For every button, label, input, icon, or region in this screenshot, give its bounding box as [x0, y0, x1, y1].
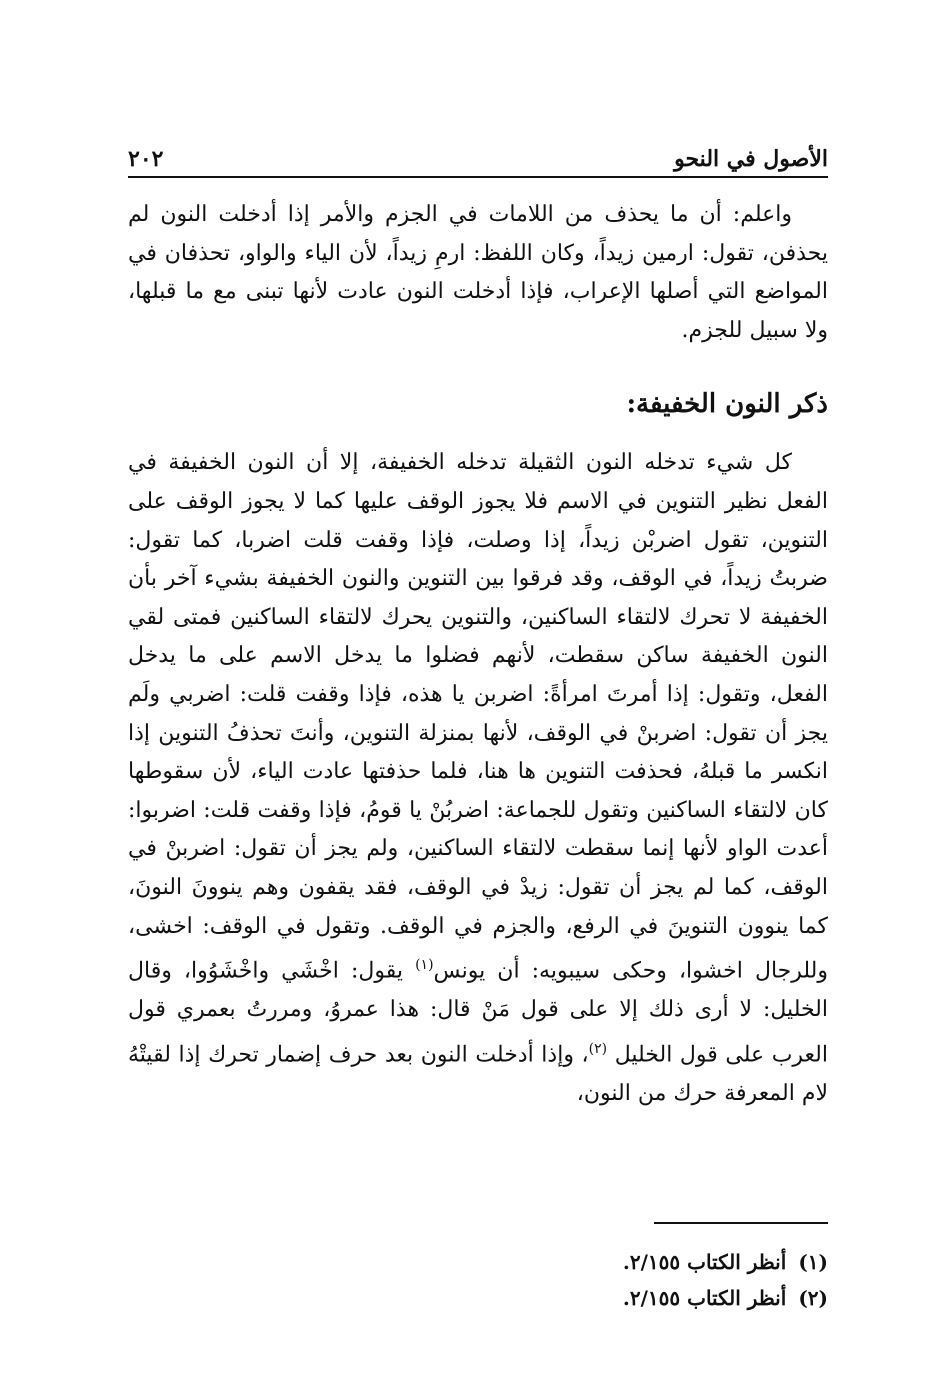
- footnote-ref-2: (٢): [588, 1040, 608, 1057]
- page-number: ٢٠٢: [128, 146, 164, 172]
- body-text: [128, 196, 828, 1113]
- paragraph-intro: واعلم: أن ما يحذف من اللامات في الجزم والأمر إذا أدخلت النون لم يحذفن، تقول: ارمين زيداً، وكان اللفظ: ارمِ زيداً، لأن الياء والواو، تحذفان في المواضع التي أصلها الإعراب، فإذا أدخلت النون عادت لأنها تبنى مع ما قبلها، ولا سبيل للجزم.: [128, 202, 828, 343]
- paragraph-main-text-end: ، وإذا أدخلت النون بعد حرف إضمار تحرك إذا لقيتْهُ لام المعرفة حرك من النون،: [128, 1041, 828, 1106]
- footnote-rule: [654, 1222, 828, 1224]
- footnote-text: أنظر الكتاب ٢/١٥٥.: [622, 1250, 787, 1274]
- footnote-2: [128, 1280, 828, 1316]
- book-title: الأصول في النحو: [674, 146, 828, 172]
- paragraph-main: [128, 444, 828, 1113]
- footnote-1: [128, 1244, 828, 1280]
- footnote-ref-1: (١): [415, 957, 434, 974]
- header-rule: [128, 176, 828, 178]
- paragraph-main-text-cont: يقول: اخْشَي واخْشَوُوا، وقال الخليل: لا أرى ذلك إلا على قول مَنْ قال: هذا عمروُ، ومررتُ بعمري قول العرب على قول الخليل: [128, 958, 828, 1067]
- footnote-number: (١): [798, 1250, 828, 1274]
- footnotes: [128, 1244, 828, 1316]
- section-heading: ذكر النون الخفيفة:: [626, 389, 828, 420]
- paragraph-main-text: كل شيء تدخله النون الثقيلة تدخله الخفيفة، إلا أن النون الخفيفة في الفعل نظير التنوين في الاسم فلا يجوز الوقف عليها كما لا يجوز الوقف على التنوين، تقول اضربْن زيداً، إذا وصلت، فإذا وقفت قلت اضربا، كما تقول: ضربتُ زيداً، في الوقف، وقد فرقوا بين التنوين والنون الخفيفة بشيء آخر بأن الخفيفة لا تحرك لالتقاء الساكنين، والتنوين يحرك لالتقاء الساكنين فمتى لقي النون الخفيفة ساكن سقطت، لأنهم فضلوا ما يدخل الاسم على ما يدخل الفعل، وتقول: إذا أمرتَ امرأةً: اضربن يا هذه، فإذا وقفت قلت: اضربي ولَم يجز أن تقول: اضربنْ في الوقف، لأنها بمنزلة التنوين، وأنتَ تحذفُ التنوين إذا انكسر ما قبلهُ، فحذفت التنوين ها هنا، فلما حذفتها عادت الياء، لأن سقوطها كان لالتقاء الساكنين وتقول للجماعة: اضربُنْ يا قومُ، فإذا وقفت قلت: اضربوا: أعدت الواو لأنها إنما سقطت لالتقاء الساكنين، ولم يجز أن تقول: اضربنْ في الوقف، كما لم يجز أن تقول: زيدْ في الوقف، فقد يقفون وهم ينوونَ النونَ، كما ينوون التنوينَ في الرفع، والجزم في الوقف. وتقول في الوقف: اخشى، وللرجال اخشوا، وحكى سيبويه: أن يونس: [128, 450, 828, 984]
- footnote-text: أنظر الكتاب ٢/١٥٥.: [622, 1286, 787, 1310]
- running-header: [128, 138, 828, 172]
- footnote-number: (٢): [798, 1286, 828, 1310]
